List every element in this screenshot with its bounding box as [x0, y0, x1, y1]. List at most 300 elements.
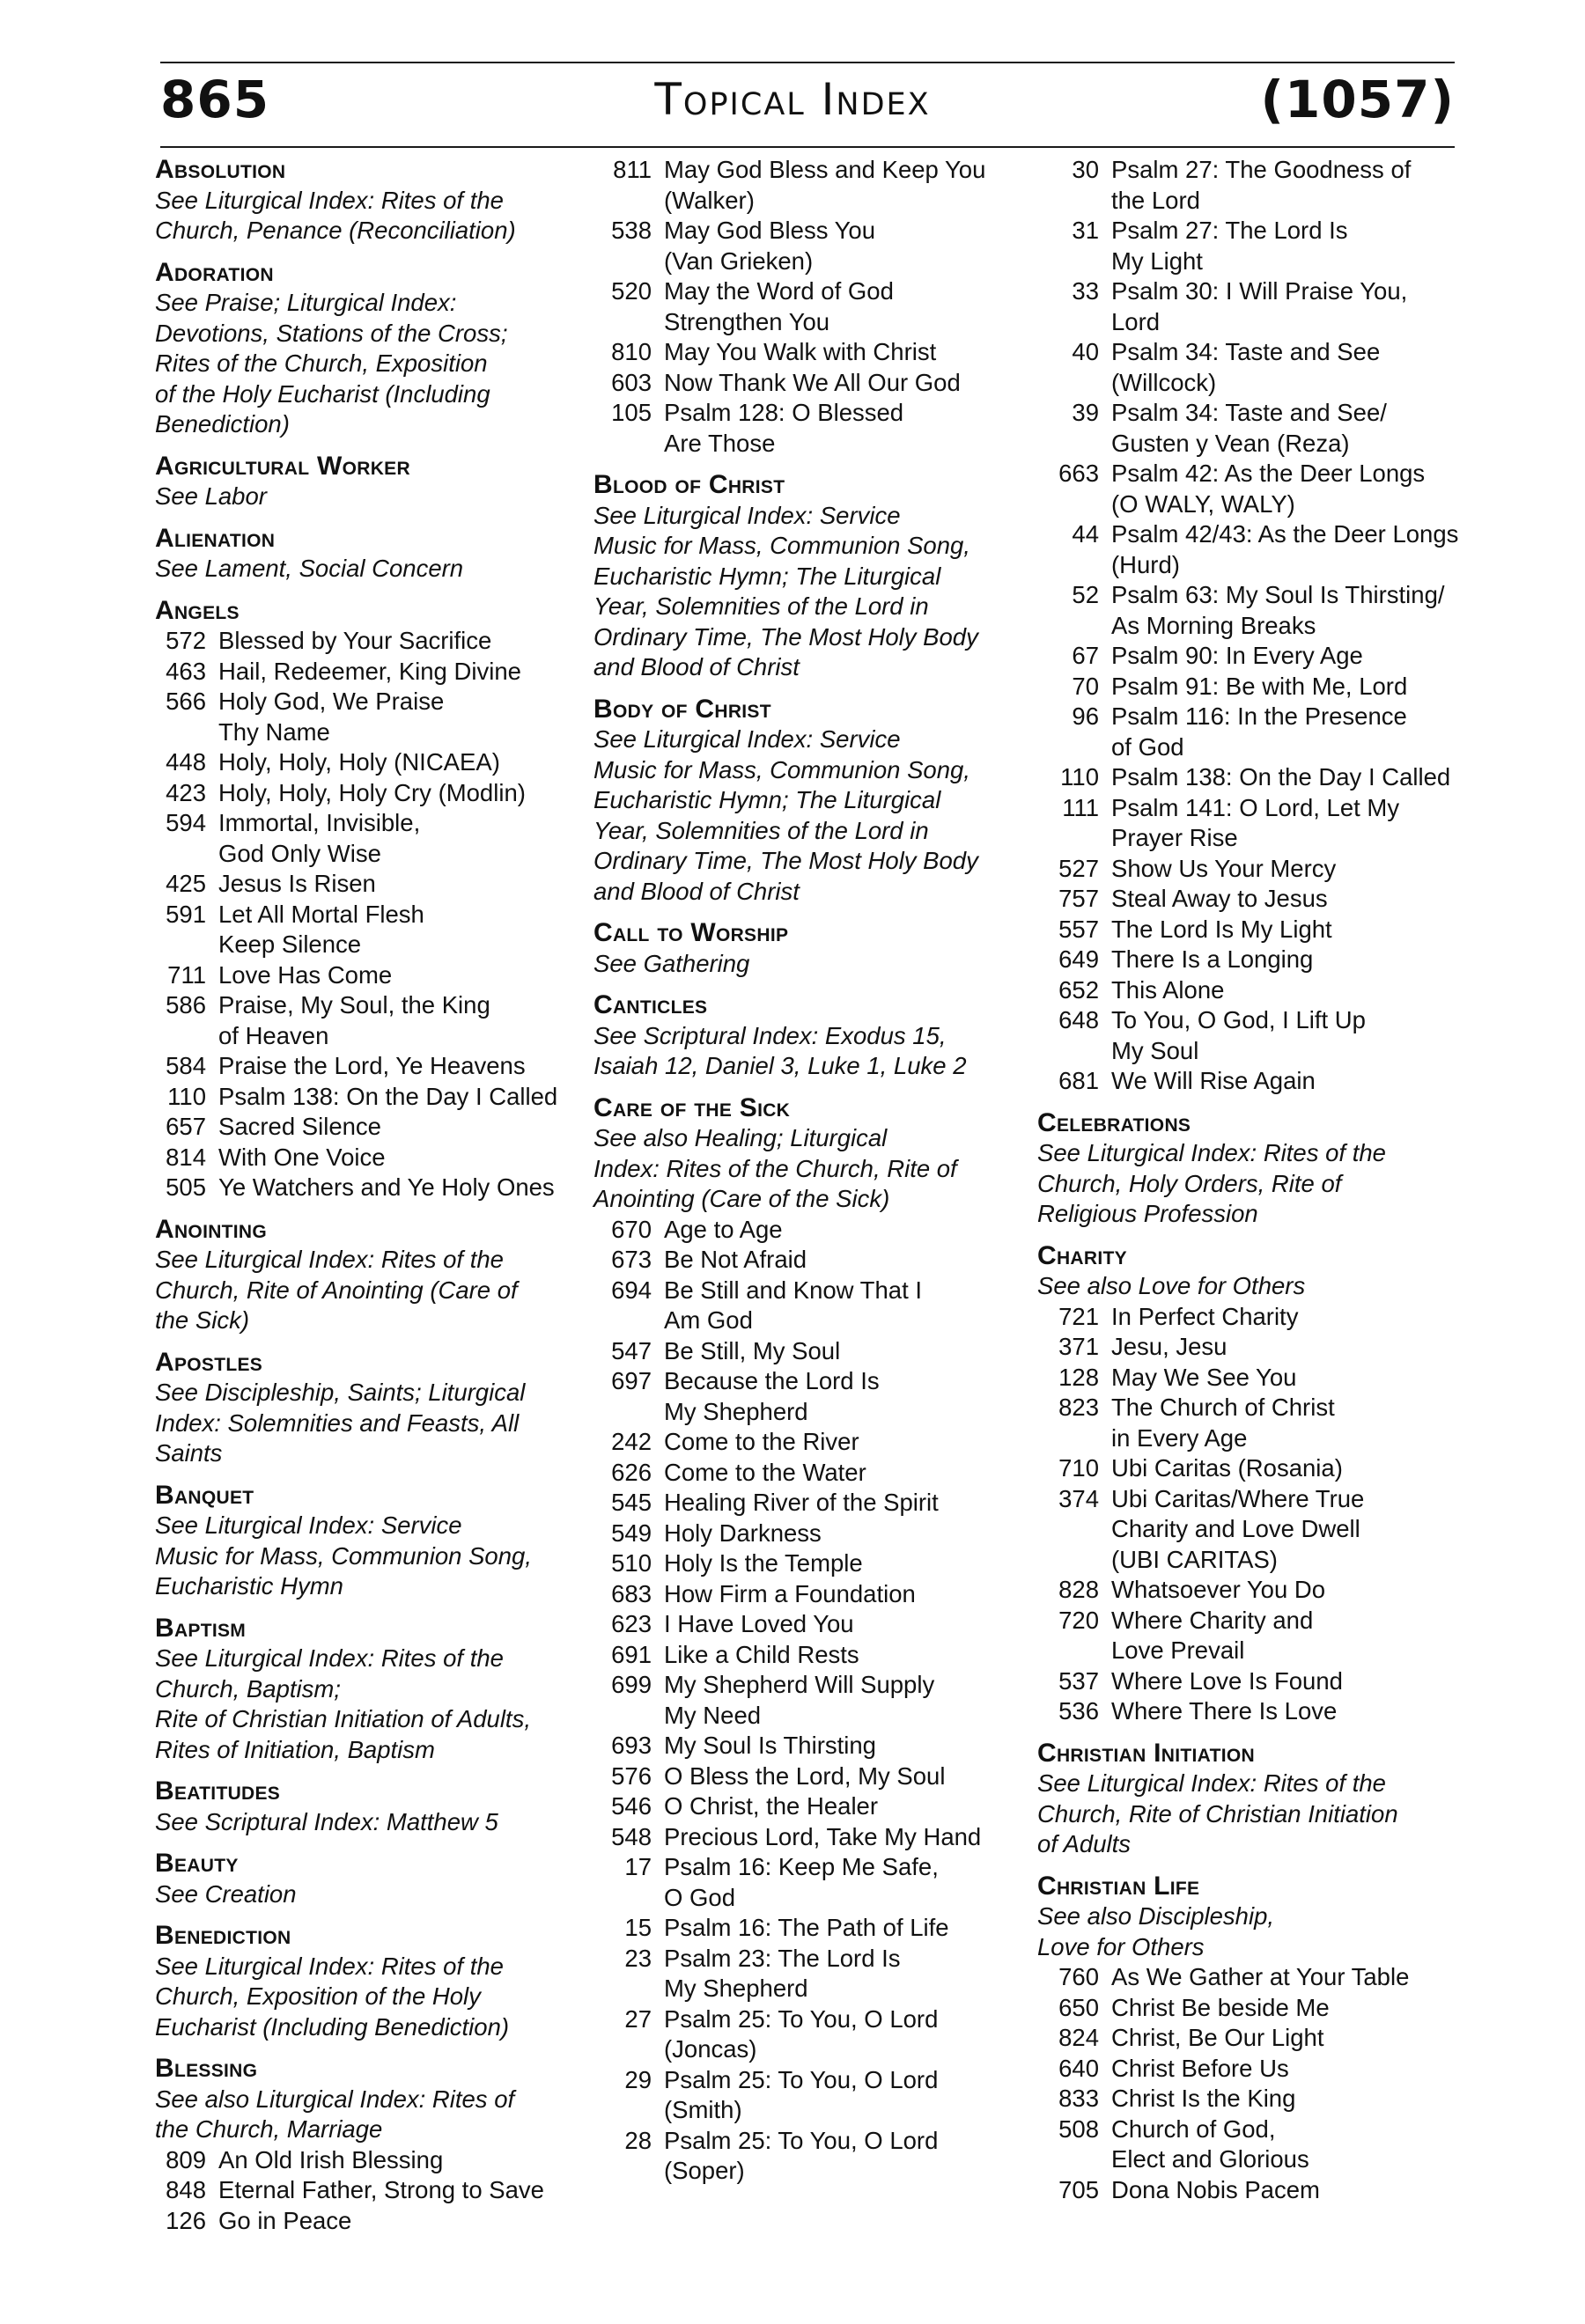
hymn-title: May We See You	[1111, 1363, 1297, 1391]
hymn-number: 510	[611, 1549, 652, 1577]
index-entry	[593, 155, 1016, 216]
hymn-number: 536	[1058, 1697, 1099, 1725]
hymn-number: 710	[1058, 1454, 1099, 1482]
hymn-title: Psalm 42: As the Deer Longs (O WALY, WALY)	[1111, 460, 1426, 518]
index-topic	[1037, 1108, 1478, 1230]
index-entry	[155, 747, 569, 778]
topic-heading: Adoration	[155, 257, 274, 287]
index-entry	[593, 1822, 1016, 1853]
hymn-number: 374	[1058, 1484, 1099, 1512]
index-entry	[155, 2206, 569, 2237]
header-rule	[160, 146, 1455, 148]
hymn-title: Psalm 27: The Goodness of the Lord	[1111, 156, 1412, 214]
hymn-title: Psalm 27: The Lord Is My Light	[1111, 217, 1348, 275]
index-topic	[155, 1614, 569, 1766]
index-topic	[1037, 155, 1478, 1097]
hymn-number: 538	[611, 217, 652, 244]
hymn-title: Ubi Caritas/Where True Charity and Love Dwell (UBI CARITAS)	[1111, 1484, 1365, 1573]
index-entry	[1037, 1005, 1478, 1066]
index-entry	[593, 1913, 1016, 1944]
see-reference: See Liturgical Index: Service Music for Mass, Communion Song, Eucharistic Hymn	[155, 1511, 532, 1600]
index-topic	[593, 155, 1016, 459]
index-entry	[1037, 276, 1478, 337]
topic-heading: Christian Initiation	[1037, 1738, 1255, 1768]
hymn-title: I Have Loved You	[664, 1610, 854, 1637]
hymn-title: Holy, Holy, Holy Cry (Modlin)	[218, 778, 526, 806]
index-entry	[593, 337, 1016, 368]
page-number: 865	[160, 70, 270, 129]
hymn-number: 603	[611, 368, 652, 396]
hymn-title: Steal Away to Jesus	[1111, 885, 1328, 912]
hymn-number: 833	[1058, 2085, 1099, 2112]
hymn-number: 814	[166, 1143, 206, 1171]
see-reference: See Liturgical Index: Rites of the Church, Rite of Anointing (Care of the Sick)	[155, 1246, 518, 1334]
index-entry	[593, 398, 1016, 459]
hymn-title: Psalm 128: O Blessed Are Those	[664, 399, 904, 457]
hymn-number: 128	[1058, 1363, 1099, 1391]
hymn-number: 40	[1072, 338, 1099, 365]
topic-heading: Blood of Christ	[593, 470, 785, 499]
hymn-title: Precious Lord, Take My Hand	[664, 1822, 982, 1850]
index-entry	[1037, 1666, 1478, 1697]
hymn-number: 594	[166, 809, 206, 836]
hymn-number: 720	[1058, 1606, 1099, 1634]
index-entry	[1037, 1606, 1478, 1666]
index-topic	[593, 990, 1016, 1082]
hymn-number: 425	[166, 870, 206, 897]
index-topic	[1037, 1872, 1478, 2206]
index-entry	[593, 1670, 1016, 1731]
hymn-number: 110	[167, 1082, 206, 1110]
index-entry	[1037, 155, 1478, 216]
hymn-title: Come to the Water	[664, 1458, 866, 1486]
hymn-number: 566	[166, 688, 206, 715]
hymn-title: Come to the River	[664, 1428, 859, 1455]
hymn-title: As We Gather at Your Table	[1111, 1963, 1410, 1990]
see-reference: See Liturgical Index: Rites of the Church, Penance (Reconciliation)	[155, 186, 516, 244]
index-entry	[1037, 2084, 1478, 2114]
topic-heading: Christian Life	[1037, 1871, 1200, 1901]
topic-heading: Benediction	[155, 1921, 291, 1950]
hymn-title: Psalm 90: In Every Age	[1111, 642, 1363, 669]
topic-heading: Canticles	[593, 990, 708, 1019]
index-entry	[593, 1336, 1016, 1367]
hymn-title: O Bless the Lord, My Soul	[664, 1761, 946, 1790]
see-reference: See also Healing; Liturgical Index: Rites of the Church, Rite of Anointing (Care of the Sick)	[593, 1124, 957, 1212]
hymn-title: May the Word of God Strengthen You	[664, 277, 894, 335]
hymn-number: 640	[1058, 2054, 1099, 2082]
see-reference: See Lament, Social Concern	[155, 555, 464, 582]
total-page-number: (1057)	[1260, 70, 1455, 129]
hymn-title: Let All Mortal Flesh Keep Silence	[218, 900, 424, 958]
index-entry	[593, 1761, 1016, 1792]
index-entry	[1037, 2054, 1478, 2085]
index-entry	[155, 1082, 569, 1113]
topic-heading: Apostles	[155, 1347, 263, 1377]
topic-heading: Absolution	[155, 155, 286, 184]
hymn-number: 505	[166, 1173, 206, 1201]
hymn-number: 809	[166, 2145, 206, 2173]
hymn-title: Praise, My Soul, the King of Heaven	[218, 991, 490, 1049]
see-reference: See Liturgical Index: Service Music for Mass, Communion Song, Eucharistic Hymn; The Liturgical Year, Solemnities of the Lord in Ordinary Time, The Most Holy Body and Blood of Christ	[593, 501, 978, 680]
topic-heading: Charity	[1037, 1240, 1127, 1270]
hymn-title: Psalm 30: I Will Praise You, Lord	[1111, 277, 1408, 335]
index-entry	[155, 869, 569, 900]
topic-heading: Blessing	[155, 2054, 258, 2083]
index-entry	[1037, 884, 1478, 915]
hymn-title: Ubi Caritas (Rosania)	[1111, 1454, 1343, 1482]
hymn-number: 824	[1058, 2024, 1099, 2051]
index-entry	[593, 1579, 1016, 1610]
hymn-number: 110	[1060, 763, 1099, 791]
index-topic	[155, 1215, 569, 1336]
hymn-title: Be Not Afraid	[664, 1246, 807, 1273]
index-topic	[593, 1093, 1016, 2187]
index-entry	[593, 1519, 1016, 1549]
hymn-title: An Old Irish Blessing	[218, 2145, 444, 2173]
hymn-title: Psalm 116: In the Presence of God	[1111, 702, 1407, 761]
index-entry	[1037, 945, 1478, 975]
index-entry	[155, 626, 569, 657]
hymn-number: 15	[624, 1914, 652, 1941]
hymn-title: Whatsoever You Do	[1111, 1576, 1326, 1603]
hymn-number: 39	[1072, 399, 1099, 426]
see-reference: See Liturgical Index: Rites of the Church, Holy Orders, Rite of Religious Profession	[1037, 1139, 1386, 1227]
index-entry	[1037, 1484, 1478, 1576]
hymn-number: 23	[624, 1944, 652, 1972]
hymn-title: Show Us Your Mercy	[1111, 854, 1337, 882]
hymn-number: 546	[611, 1792, 652, 1820]
index-entry	[593, 1640, 1016, 1671]
index-entry	[1037, 1302, 1478, 1333]
hymn-title: Go in Peace	[218, 2206, 352, 2234]
index-entry	[1037, 459, 1478, 519]
hymn-number: 576	[611, 1761, 652, 1790]
hymn-number: 652	[1058, 975, 1099, 1004]
index-entry	[155, 900, 569, 960]
index-entry	[593, 216, 1016, 276]
hymn-number: 650	[1058, 1993, 1099, 2021]
hymn-number: 811	[613, 156, 652, 183]
topic-heading: Celebrations	[1037, 1107, 1191, 1137]
index-topic	[155, 1481, 569, 1602]
hymn-number: 70	[1072, 672, 1099, 700]
index-topic	[155, 2054, 569, 2236]
hymn-number: 591	[166, 900, 206, 928]
hymn-number: 44	[1072, 520, 1099, 548]
index-entry	[593, 2126, 1016, 2187]
hymn-title: Praise the Lord, Ye Heavens	[218, 1052, 526, 1079]
index-entry	[593, 1427, 1016, 1458]
hymn-number: 626	[611, 1458, 652, 1486]
hymn-title: Holy God, We Praise Thy Name	[218, 688, 445, 746]
hymn-title: May God Bless You (Van Grieken)	[664, 217, 876, 275]
hymn-title: Where Charity and Love Prevail	[1111, 1606, 1314, 1664]
hymn-title: To You, O God, I Lift Up My Soul	[1111, 1006, 1366, 1064]
hymn-title: Church of God, Elect and Glorious	[1111, 2114, 1309, 2173]
index-entry	[593, 276, 1016, 337]
hymn-number: 31	[1072, 217, 1099, 244]
index-topic	[593, 470, 1016, 683]
hymn-number: 508	[1058, 2114, 1099, 2143]
see-reference: See Praise; Liturgical Index: Devotions, Stations of the Cross; Rites of the Church, Exposition of the Holy Eucharist (Including Benediction)	[155, 289, 508, 438]
hymn-title: There Is a Longing	[1111, 945, 1314, 973]
hymn-title: Christ Be beside Me	[1111, 1993, 1330, 2021]
see-reference: See also Love for Others	[1037, 1272, 1306, 1299]
hymn-number: 705	[1058, 2175, 1099, 2203]
top-rule	[160, 62, 1455, 63]
index-entry	[1037, 1696, 1478, 1727]
hymn-title: Psalm 42/43: As the Deer Longs (Hurd)	[1111, 520, 1459, 578]
index-entry	[593, 1731, 1016, 1761]
index-entry	[593, 1609, 1016, 1640]
hymn-number: 848	[166, 2176, 206, 2203]
index-entry	[593, 1366, 1016, 1427]
index-column-2	[593, 155, 1016, 2187]
index-entry	[593, 1215, 1016, 1246]
see-reference: See Scriptural Index: Exodus 15, Isaiah 12, Daniel 3, Luke 1, Luke 2	[593, 1021, 967, 1079]
hymn-number: 242	[611, 1428, 652, 1455]
hymn-title: Holy Darkness	[664, 1519, 822, 1547]
index-entry	[593, 1276, 1016, 1336]
see-reference: See Liturgical Index: Rites of the Church, Rite of Christian Initiation of Adults	[1037, 1769, 1398, 1857]
index-entry	[1037, 519, 1478, 580]
see-reference: See Gathering	[593, 949, 750, 977]
index-entry	[1037, 1453, 1478, 1484]
hymn-title: Psalm 23: The Lord Is My Shepherd	[664, 1944, 901, 2002]
see-reference: See also Liturgical Index: Rites of the Church, Marriage	[155, 2085, 515, 2143]
hymn-number: 649	[1058, 945, 1099, 973]
see-reference: See Liturgical Index: Rites of the Church, Baptism; Rite of Christian Initiation of Adults, Rites of Initiation, Baptism	[155, 1644, 531, 1763]
hymn-title: Immortal, Invisible, God Only Wise	[218, 809, 421, 867]
hymn-title: The Church of Christ in Every Age	[1111, 1394, 1335, 1452]
hymn-number: 52	[1072, 581, 1099, 608]
hymn-title: Psalm 25: To You, O Lord (Soper)	[664, 2126, 939, 2184]
hymn-number: 657	[166, 1113, 206, 1140]
hymn-title: Psalm 138: On the Day I Called	[1111, 763, 1451, 791]
hymn-title: We Will Rise Again	[1111, 1067, 1316, 1094]
index-entry	[1037, 1993, 1478, 2024]
hymn-number: 694	[611, 1276, 652, 1304]
see-reference: See Liturgical Index: Rites of the Church, Exposition of the Holy Eucharist (Including Benediction)	[155, 1952, 510, 2041]
hymn-number: 683	[611, 1579, 652, 1607]
index-entry	[155, 1173, 569, 1203]
index-entry	[1037, 702, 1478, 762]
topic-heading: Body of Christ	[593, 694, 771, 724]
hymn-number: 17	[624, 1853, 652, 1880]
hymn-number: 648	[1058, 1006, 1099, 1033]
hymn-number: 67	[1072, 642, 1099, 669]
hymn-number: 663	[1058, 460, 1099, 487]
hymn-title: Dona Nobis Pacem	[1111, 2175, 1320, 2203]
index-entry	[593, 1548, 1016, 1579]
hymn-number: 30	[1072, 156, 1099, 183]
hymn-title: Hail, Redeemer, King Divine	[218, 657, 521, 685]
hymn-number: 699	[611, 1671, 652, 1698]
topic-heading: Agricultural Worker	[155, 451, 410, 481]
index-entry	[155, 778, 569, 809]
index-entry	[1037, 975, 1478, 1006]
hymn-number: 673	[611, 1246, 652, 1273]
hymn-title: Now Thank We All Our God	[664, 368, 961, 396]
topic-heading: Alienation	[155, 523, 276, 553]
hymn-title: Christ Before Us	[1111, 2054, 1289, 2082]
index-topic	[155, 1849, 569, 1909]
hymn-number: 448	[166, 748, 206, 776]
hymn-title: O Christ, the Healer	[664, 1792, 879, 1820]
index-topic	[155, 596, 569, 1203]
index-entry	[1037, 2023, 1478, 2054]
hymn-number: 105	[611, 399, 652, 426]
topic-heading: Baptism	[155, 1613, 247, 1643]
hymn-number: 371	[1058, 1333, 1099, 1360]
hymn-title: May You Walk with Christ	[664, 338, 937, 365]
index-topic	[593, 918, 1016, 979]
hymn-number: 711	[167, 960, 206, 989]
page-title: Topical Index	[654, 74, 931, 125]
hymn-number: 463	[166, 657, 206, 685]
index-entry	[1037, 1332, 1478, 1363]
hymn-number: 547	[611, 1336, 652, 1364]
index-entry	[1037, 337, 1478, 398]
hymn-title: Where Love Is Found	[1111, 1666, 1343, 1695]
index-entry	[1037, 580, 1478, 641]
index-topic	[155, 452, 569, 512]
hymn-title: Psalm 63: My Soul Is Thirsting/ As Morning Breaks	[1111, 581, 1445, 639]
hymn-title: Where There Is Love	[1111, 1697, 1338, 1725]
hymn-title: May God Bless and Keep You (Walker)	[664, 156, 986, 214]
hymn-title: Psalm 141: O Lord, Let My Prayer Rise	[1111, 793, 1400, 851]
hymn-number: 691	[611, 1640, 652, 1668]
see-reference: See Labor	[155, 482, 267, 510]
hymn-number: 623	[611, 1610, 652, 1637]
index-entry	[593, 1791, 1016, 1822]
index-topic	[155, 1348, 569, 1469]
hymn-title: Psalm 25: To You, O Lord (Joncas)	[664, 2004, 939, 2063]
index-entry	[1037, 2114, 1478, 2175]
hymn-number: 681	[1058, 1067, 1099, 1094]
index-entry	[593, 2004, 1016, 2065]
hymn-title: Eternal Father, Strong to Save	[218, 2176, 544, 2203]
hymn-title: Be Still, My Soul	[664, 1336, 841, 1364]
hymn-number: 28	[624, 2126, 652, 2154]
index-entry	[155, 657, 569, 688]
hymn-title: With One Voice	[218, 1143, 386, 1171]
hymn-title: How Firm a Foundation	[664, 1579, 916, 1607]
hymn-number: 757	[1058, 885, 1099, 912]
see-reference: See Scriptural Index: Matthew 5	[155, 1807, 498, 1835]
hymn-number: 27	[624, 2004, 652, 2033]
index-entry	[593, 2065, 1016, 2126]
hymn-number: 693	[611, 1732, 652, 1759]
hymn-number: 527	[1058, 854, 1099, 882]
see-reference: See Liturgical Index: Service Music for Mass, Communion Song, Eucharistic Hymn; The Liturgical Year, Solemnities of the Lord in Ordinary Time, The Most Holy Body and Blood of Christ	[593, 725, 978, 905]
hymn-title: In Perfect Charity	[1111, 1302, 1299, 1330]
index-topic	[155, 1921, 569, 2042]
hymn-title: Love Has Come	[218, 960, 393, 989]
hymn-title: Ye Watchers and Ye Holy Ones	[218, 1173, 555, 1201]
index-entry	[155, 960, 569, 991]
topic-heading: Call to Worship	[593, 918, 789, 947]
hymn-number: 549	[611, 1519, 652, 1547]
hymn-number: 423	[166, 778, 206, 806]
hymn-number: 823	[1058, 1394, 1099, 1421]
hymn-number: 697	[611, 1367, 652, 1394]
hymn-title: Christ Is the King	[1111, 2085, 1296, 2112]
index-topic	[593, 695, 1016, 908]
index-entry	[155, 808, 569, 869]
index-entry	[1037, 641, 1478, 672]
hymn-title: Blessed by Your Sacrifice	[218, 627, 492, 654]
topic-heading: Beatitudes	[155, 1776, 281, 1806]
index-entry	[155, 1143, 569, 1173]
index-entry	[155, 1112, 569, 1143]
hymn-title: Holy Is the Temple	[664, 1549, 863, 1577]
hymn-title: Because the Lord Is My Shepherd	[664, 1367, 880, 1425]
hymn-number: 828	[1058, 1576, 1099, 1603]
index-entry	[593, 1852, 1016, 1913]
hymn-number: 33	[1072, 277, 1099, 305]
hymn-title: Psalm 138: On the Day I Called	[218, 1082, 558, 1110]
hymn-number: 760	[1058, 1963, 1099, 1990]
hymn-title: Be Still and Know That I Am God	[664, 1276, 922, 1334]
hymn-number: 721	[1058, 1302, 1099, 1330]
index-entry	[155, 2175, 569, 2206]
hymn-number: 29	[624, 2065, 652, 2093]
hymn-number: 586	[166, 991, 206, 1019]
index-topic	[155, 155, 569, 246]
index-entry	[593, 1488, 1016, 1519]
hymn-number: 96	[1072, 702, 1099, 730]
see-reference: See Discipleship, Saints; Liturgical Index: Solemnities and Feasts, All Saints	[155, 1379, 526, 1467]
index-topic	[155, 1776, 569, 1837]
index-entry	[593, 1944, 1016, 2004]
hymn-title: Psalm 25: To You, O Lord (Smith)	[664, 2065, 939, 2123]
hymn-number: 537	[1058, 1666, 1099, 1695]
hymn-number: 572	[166, 627, 206, 654]
hymn-number: 545	[611, 1489, 652, 1516]
hymn-title: Holy, Holy, Holy (NICAEA)	[218, 748, 500, 776]
hymn-title: My Soul Is Thirsting	[664, 1732, 876, 1759]
index-entry	[1037, 915, 1478, 945]
hymn-title: Psalm 91: Be with Me, Lord	[1111, 672, 1408, 700]
topic-heading: Anointing	[155, 1214, 268, 1244]
index-entry	[155, 2145, 569, 2176]
see-reference: See Creation	[155, 1879, 297, 1908]
index-entry	[1037, 793, 1478, 854]
index-entry	[1037, 2175, 1478, 2206]
index-entry	[1037, 854, 1478, 885]
index-entry	[1037, 762, 1478, 793]
index-entry	[1037, 1363, 1478, 1394]
topic-heading: Angels	[155, 595, 240, 625]
hymn-title: Psalm 16: Keep Me Safe, O God	[664, 1853, 939, 1911]
index-entry	[1037, 1962, 1478, 1993]
hymn-title: Jesu, Jesu	[1111, 1333, 1227, 1360]
index-entry	[1037, 1393, 1478, 1453]
index-entry	[593, 368, 1016, 399]
see-reference: See also Discipleship, Love for Others	[1037, 1902, 1275, 1960]
index-entry	[1037, 1575, 1478, 1606]
hymn-title: Sacred Silence	[218, 1113, 381, 1140]
hymn-title: Jesus Is Risen	[218, 870, 376, 897]
hymn-number: 111	[1062, 793, 1099, 821]
hymn-title: Psalm 34: Taste and See/ Gusten y Vean (Reza)	[1111, 399, 1387, 457]
index-entry	[1037, 1066, 1478, 1097]
hymn-title: Healing River of the Spirit	[664, 1489, 939, 1516]
hymn-number: 810	[611, 338, 652, 365]
hymn-number: 584	[166, 1052, 206, 1079]
